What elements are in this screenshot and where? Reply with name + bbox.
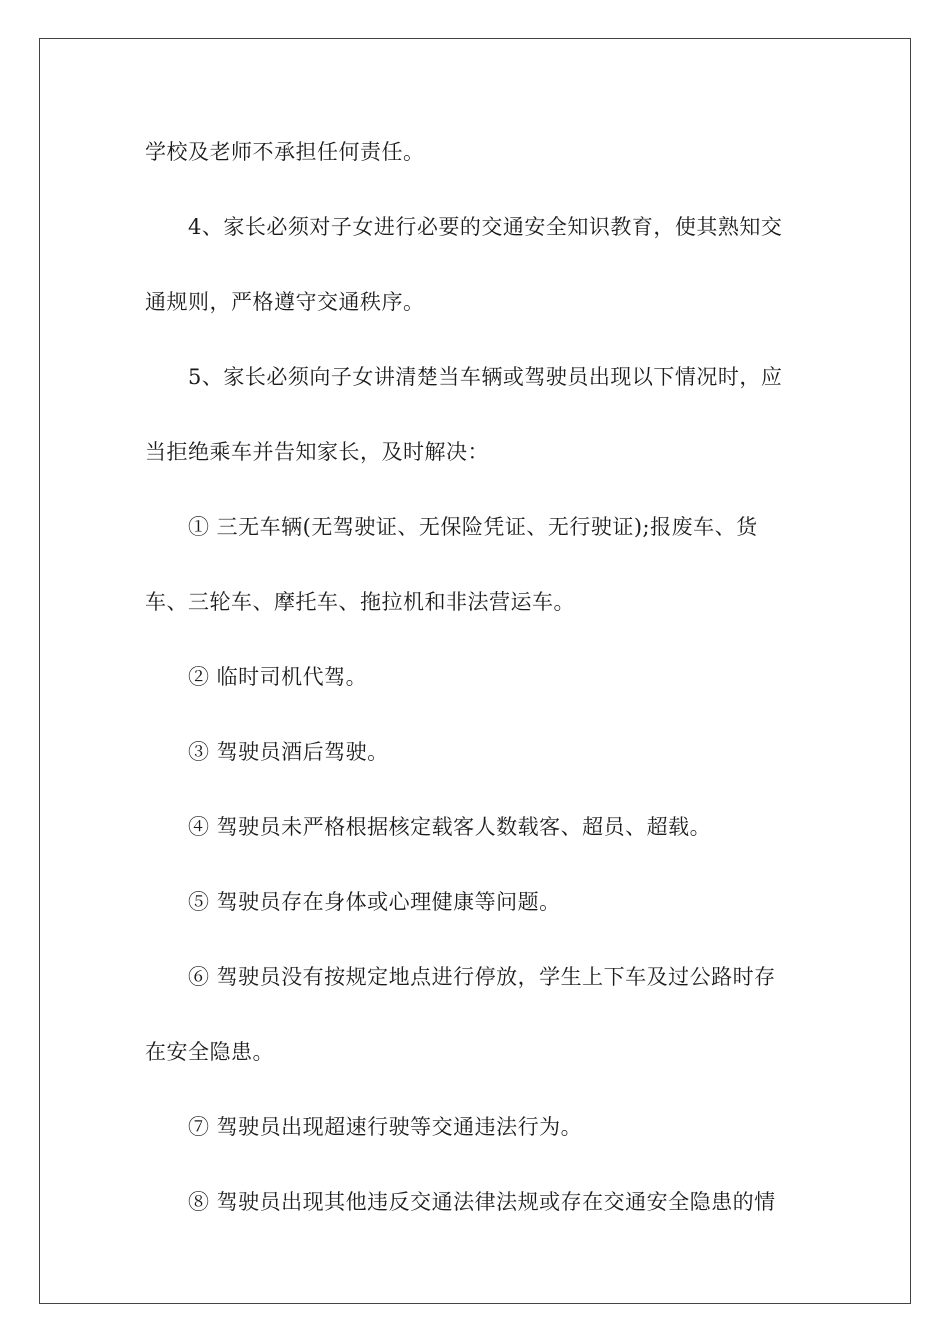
text-line: 4、家长必须对子女进行必要的交通安全知识教育，使其熟知交 bbox=[188, 215, 783, 239]
list-item: ① 三无车辆(无驾驶证、无保险凭证、无行驶证);报废车、货 bbox=[188, 515, 758, 539]
text-line: 学校及老师不承担任何责任。 bbox=[145, 140, 425, 164]
list-item: ③ 驾驶员酒后驾驶。 bbox=[188, 740, 389, 764]
list-item: ⑧ 驾驶员出现其他违反交通法律法规或存在交通安全隐患的情 bbox=[188, 1190, 776, 1214]
text-line: 通规则，严格遵守交通秩序。 bbox=[145, 290, 425, 314]
list-item: ② 临时司机代驾。 bbox=[188, 665, 368, 689]
list-item: ⑥ 驾驶员没有按规定地点进行停放，学生上下车及过公路时存 bbox=[188, 965, 776, 989]
text-line: 车、三轮车、摩托车、拖拉机和非法营运车。 bbox=[145, 590, 575, 614]
text-line: 当拒绝乘车并告知家长，及时解决： bbox=[145, 440, 489, 464]
list-item: ⑦ 驾驶员出现超速行驶等交通违法行为。 bbox=[188, 1115, 583, 1139]
text-line: 5、家长必须向子女讲清楚当车辆或驾驶员出现以下情况时，应 bbox=[188, 365, 783, 389]
document-body bbox=[145, 128, 810, 1253]
list-item: ④ 驾驶员未严格根据核定载客人数载客、超员、超载。 bbox=[188, 815, 712, 839]
text-line: 在安全隐患。 bbox=[145, 1040, 274, 1064]
list-item: ⑤ 驾驶员存在身体或心理健康等问题。 bbox=[188, 890, 561, 914]
